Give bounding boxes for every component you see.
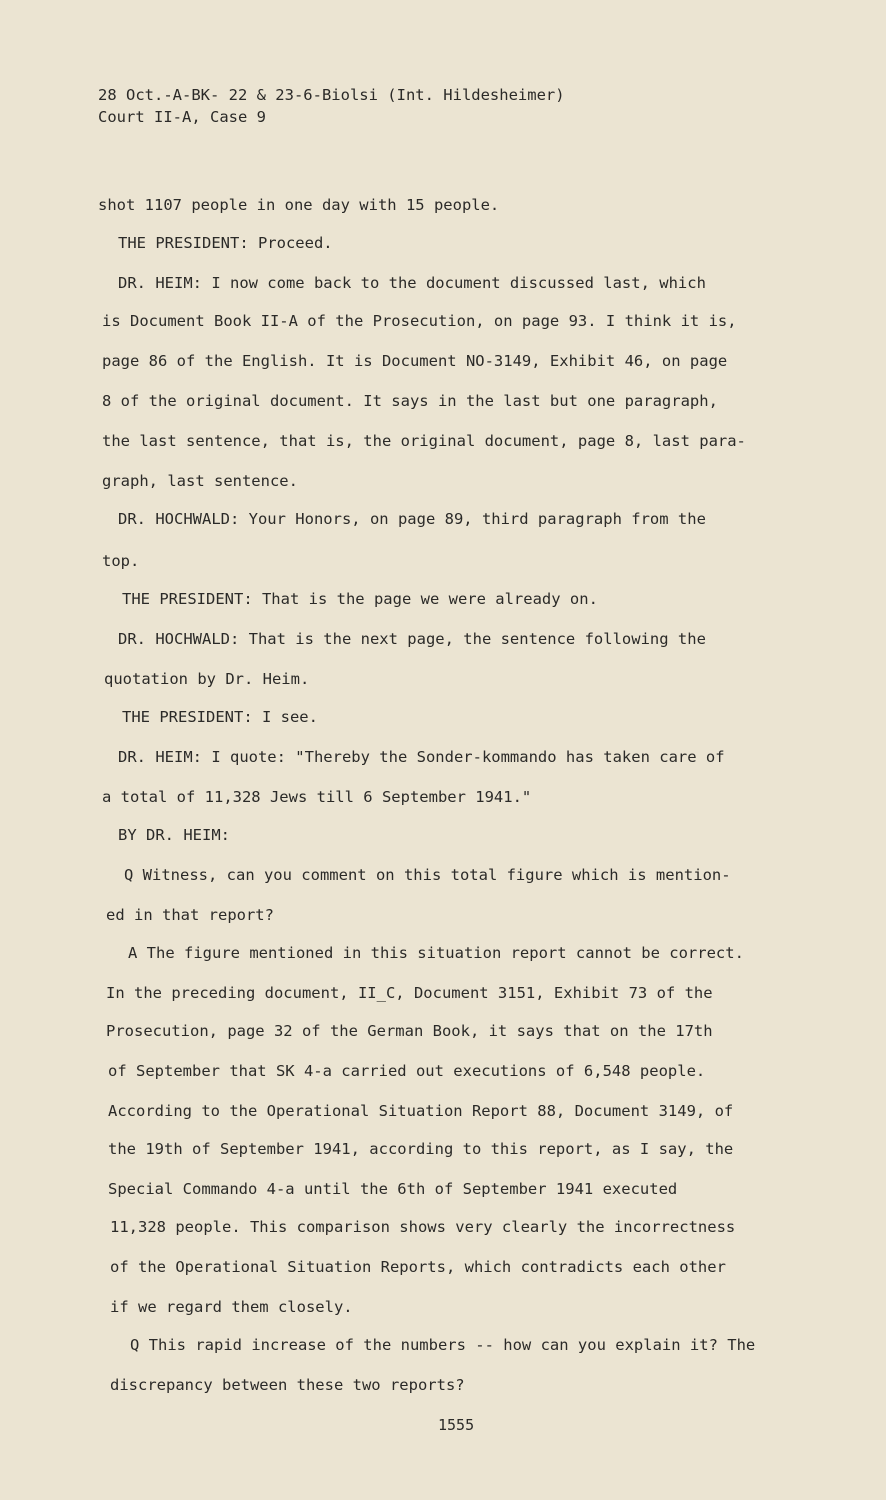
text-line: if we regard them closely. [110,1298,353,1316]
text-line: graph, last sentence. [102,472,298,490]
text-line: A The figure mentioned in this situation report cannot be correct. [128,944,744,962]
text-line: THE PRESIDENT: Proceed. [118,234,333,252]
text-line: DR. HOCHWALD: Your Honors, on page 89, third paragraph from the [118,510,706,528]
text-line: DR. HEIM: I quote: "Thereby the Sonder-kommando has taken care of [118,748,725,766]
page-header [98,84,565,128]
text-line: ed in that report? [106,906,274,924]
text-line: In the preceding document, II_C, Document 3151, Exhibit 73 of the [106,984,713,1002]
page-number: 1555 [438,1416,475,1434]
header-line-1: 28 Oct.-A-BK- 22 & 23-6-Biolsi (Int. Hildesheimer) [98,86,565,104]
text-line: According to the Operational Situation Report 88, Document 3149, of [108,1102,734,1120]
text-line: of September that SK 4-a carried out executions of 6,548 people. [108,1062,706,1080]
text-line: shot 1107 people in one day with 15 people. [98,196,500,214]
text-line: the 19th of September 1941, according to this report, as I say, the [108,1140,734,1158]
text-line: Q This rapid increase of the numbers -- how can you explain it? The [130,1336,756,1354]
text-line: DR. HEIM: I now come back to the document discussed last, which [118,274,706,292]
text-line: page 86 of the English. It is Document NO-3149, Exhibit 46, on page [102,352,728,370]
text-line: DR. HOCHWALD: That is the next page, the sentence following the [118,630,706,648]
text-line: THE PRESIDENT: I see. [122,708,318,726]
text-line: Q Witness, can you comment on this total figure which is mention- [124,866,731,884]
text-line: of the Operational Situation Reports, which contradicts each other [110,1258,726,1276]
text-line: discrepancy between these two reports? [110,1376,465,1394]
text-line: THE PRESIDENT: That is the page we were already on. [122,590,598,608]
text-line: Special Commando 4-a until the 6th of September 1941 executed [108,1180,678,1198]
text-line: top. [102,552,140,570]
text-line: BY DR. HEIM: [118,826,230,844]
header-line-2: Court II-A, Case 9 [98,108,266,126]
text-line: quotation by Dr. Heim. [104,670,310,688]
text-line: Prosecution, page 32 of the German Book, it says that on the 17th [106,1022,713,1040]
text-line: 11,328 people. This comparison shows very clearly the incorrectness [110,1218,736,1236]
text-line: 8 of the original document. It says in the last but one paragraph, [102,392,718,410]
text-line: a total of 11,328 Jews till 6 September 1941." [102,788,532,806]
text-line: the last sentence, that is, the original document, page 8, last para- [102,432,746,450]
text-line: is Document Book II-A of the Prosecution, on page 93. I think it is, [102,312,737,330]
